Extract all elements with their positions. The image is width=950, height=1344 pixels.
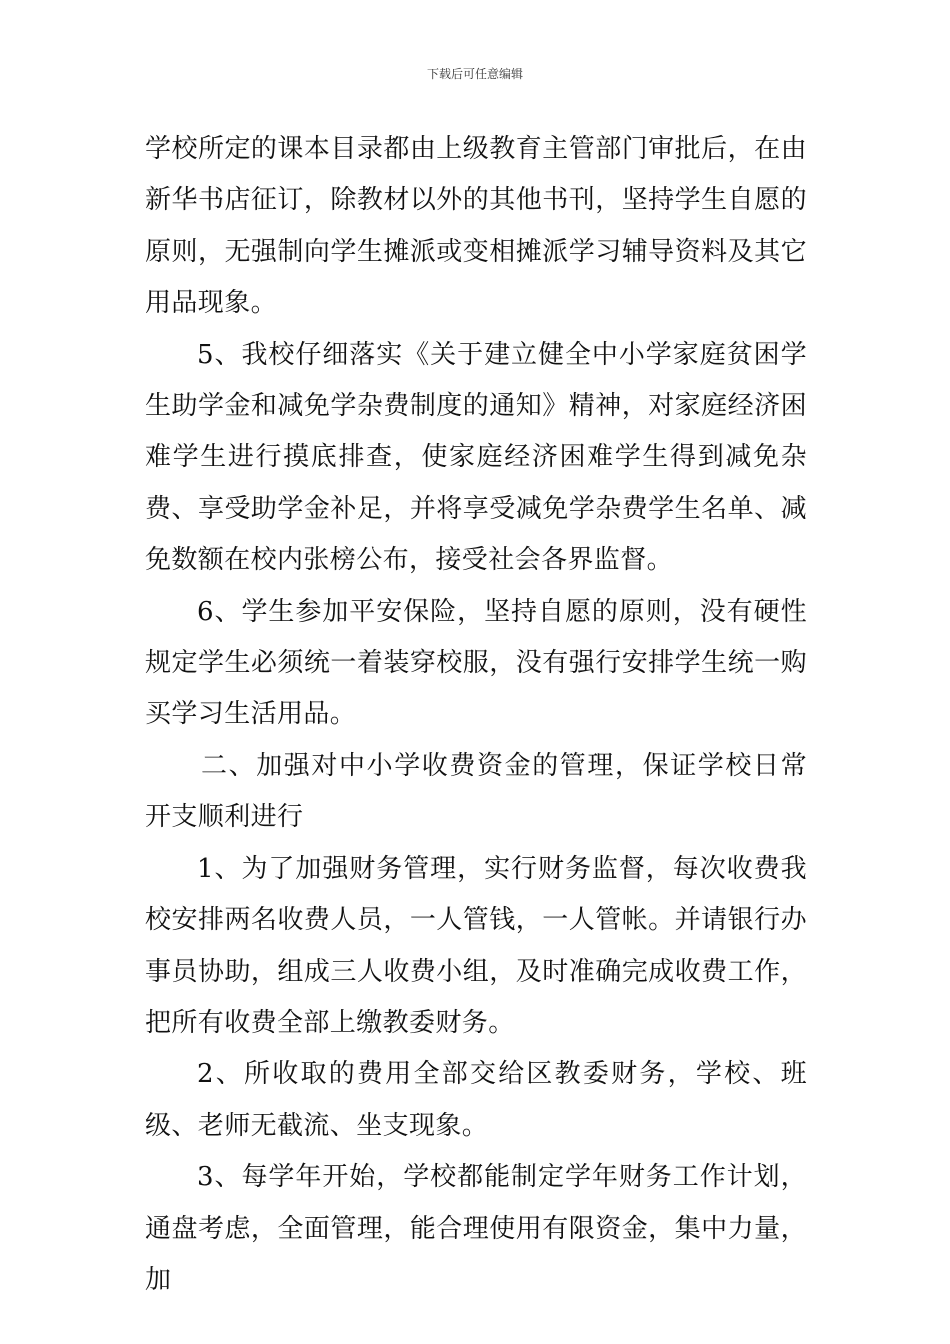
paragraph-continuation: 学校所定的课本目录都由上级教育主管部门审批后，在由新华书店征订，除教材以外的其他书刊，坚持学生自愿的原则，无强制向学生摊派或变相摊派学习辅导资料及其它用品现象。	[145, 134, 807, 319]
paragraph-item-5: 5、我校仔细落实《关于建立健全中小学家庭贫困学生助学金和减免学杂费制度的通知》精神，对家庭经济困难学生进行摸底排查，使家庭经济困难学生得到减免杂费、享受助学金补足，并将享受减免学杂费学生名单、减免数额在校内张榜公布，接受社会各界监督。	[145, 339, 807, 576]
paragraph-item-2: 2、所收取的费用全部交给区教委财务，学校、班级、老师无截流、坐支现象。	[145, 1059, 807, 1141]
section-heading-2: 二、加强对中小学收费资金的管理，保证学校日常开支顺利进行	[145, 750, 807, 833]
paragraph-item-3: 3、每学年开始，学校都能制定学年财务工作计划，通盘考虑，全面管理，能合理使用有限资金，集中力量，加	[145, 1162, 807, 1295]
paragraph-item-1: 1、为了加强财务管理，实行财务监督，每次收费我校安排两名收费人员，一人管钱，一人管帐。并请银行办事员协助，组成三人收费小组，及时准确完成收费工作，把所有收费全部上缴教委财务。	[145, 853, 807, 1038]
page-header-note: 下载后可任意编辑	[426, 67, 523, 81]
paragraph-item-6: 6、学生参加平安保险，坚持自愿的原则，没有硬性规定学生必须统一着装穿校服，没有强行安排学生统一购买学习生活用品。	[145, 596, 807, 730]
document-body	[145, 124, 807, 1306]
